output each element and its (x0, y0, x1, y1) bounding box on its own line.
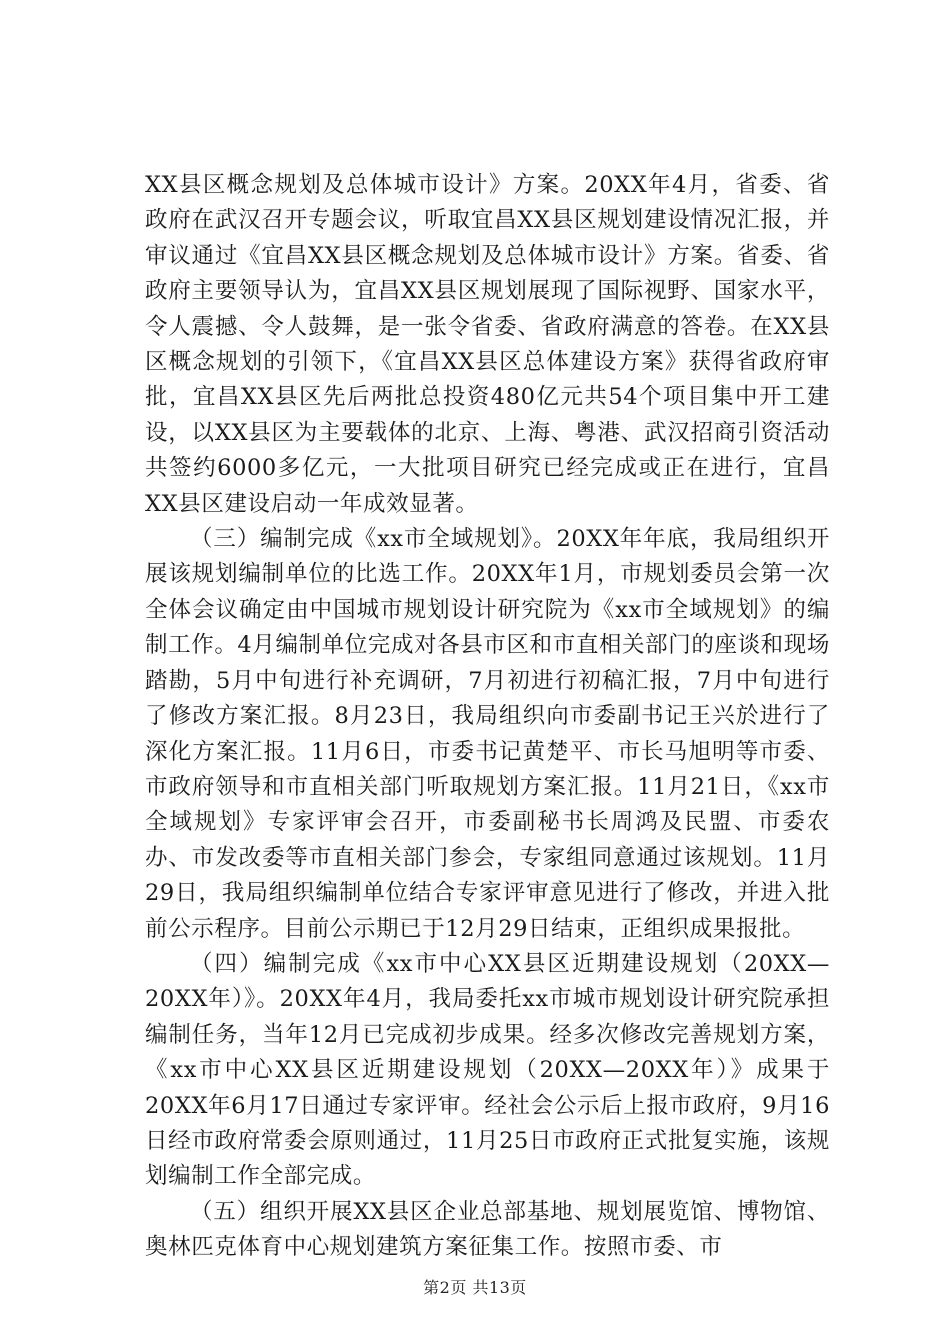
paragraph-section-4: （四）编制完成《xx市中心XX县区近期建设规划（20XX—20XX年）》。20XX年4月，我局委托xx市城市规划设计研究院承担编制任务，当年12月已完成初步成果。经多次修改完善规划方案，《xx市中心XX县区近期建设规划（20XX—20XX年）》成果于20XX年6月17日通过专家评审。经社会公示后上报市政府，9月16日经市政府常委会原则通过，11月25日市政府正式批复实施，该规划编制工作全部完成。 (145, 950, 830, 1190)
paragraph-section-3: （三）编制完成《xx市全域规划》。20XX年年底，我局组织开展该规划编制单位的比选工作。20XX年1月，市规划委员会第一次全体会议确定由中国城市规划设计研究院为《xx市全域规划》的编制工作。4月编制单位完成对各县市区和市直相关部门的座谈和现场踏勘，5月中旬进行补充调研，7月初进行初稿汇报，7月中旬进行了修改方案汇报。8月23日，我局组织向市委副书记王兴於进行了深化方案汇报。11月6日，市委书记黄楚平、市长马旭明等市委、市政府领导和市直相关部门听取规划方案汇报。11月21日，《xx市全域规划》专家评审会召开，市委副秘书长周鸿及民盟、市委农办、市发改委等市直相关部门参会，专家组同意通过该规划。11月29日，我局组织编制单位结合专家评审意见进行了修改，并进入批前公示程序。目前公示期已于12月29日结束，正组织成果报批。 (145, 526, 830, 942)
page-number-footer: 第2页 共13页 (423, 1278, 527, 1297)
paragraph-section-5: （五）组织开展XX县区企业总部基地、规划展览馆、博物馆、奥林匹克体育中心规划建筑方案征集工作。按照市委、市 (145, 1198, 830, 1261)
document-body (145, 168, 830, 1266)
paragraph-intro-continuation: XX县区概念规划及总体城市设计》方案。20XX年4月，省委、省政府在武汉召开专题会议，听取宜昌XX县区规划建设情况汇报，并审议通过《宜昌XX县区概念规划及总体城市设计》方案。省委、省政府主要领导认为，宜昌XX县区规划展现了国际视野、国家水平，令人震撼、令人鼓舞，是一张令省委、省政府满意的答卷。在XX县区概念规划的引领下，《宜昌XX县区总体建设方案》获得省政府审批，宜昌XX县区先后两批总投资480亿元共54个项目集中开工建设，以XX县区为主要载体的北京、上海、粤港、武汉招商引资活动共签约6000多亿元，一大批项目研究已经完成或正在进行，宜昌XX县区建设启动一年成效显著。 (145, 172, 830, 517)
